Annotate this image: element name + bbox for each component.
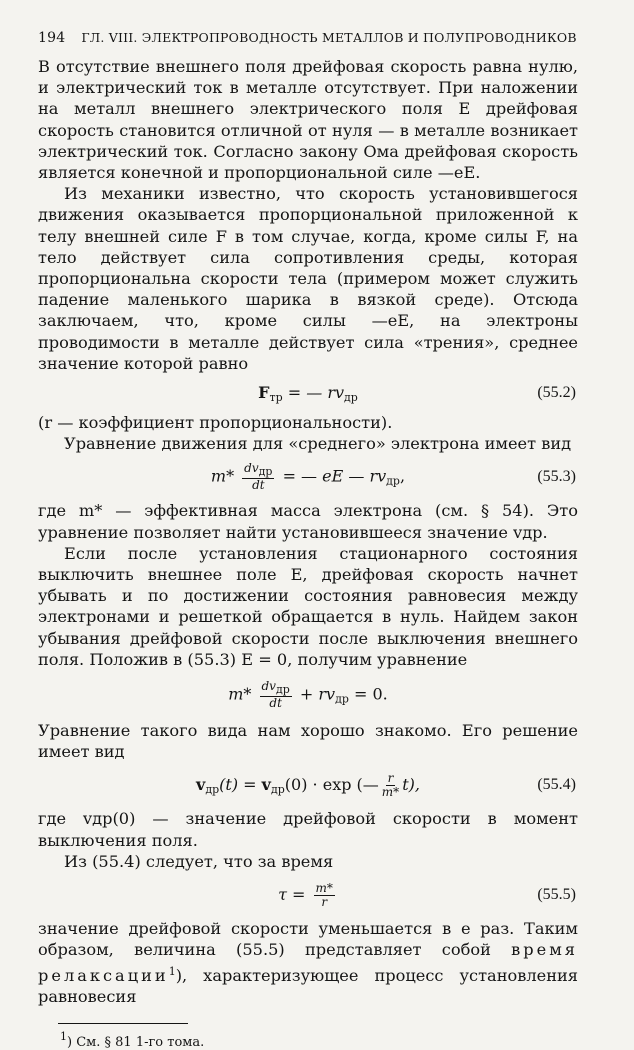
relaxation-time-term: время релаксации [38,940,579,985]
paragraph-5: где m* — эффективная масса электрона (см. § 54). Это уравнение позволяет найти установившееся значение vдр. [38,501,578,542]
page-number: 194 [38,30,66,46]
running-title: ГЛ. VIII. ЭЛЕКТРОПРОВОДНОСТЬ МЕТАЛЛОВ И ПОЛУПРОВОДНИКОВ [81,30,577,45]
footnote: $^1$) См. § 81 1-го тома. [60,1029,205,1050]
book-page [38,30,578,1050]
paragraph-9: Из (55.4) следует, что за время [64,851,334,871]
running-header [38,30,578,46]
equation-55-4: $v_{др}(t) = v_{др}(0) \cdot \exp$ (— $\frac{r}{m*}$ t), (55.4) [196,770,576,799]
equation-55-5: τ = $\frac{m*}{r}$ (55.5) [278,880,576,909]
equation-unnumbered: m* $\frac{\text{dvдр}}{dt}$ + $rv_{др} = 0$. [228,679,388,711]
paragraph-3: (r — коэффициент пропорциональности). [38,413,393,433]
equation-55-2: $F_{тр}$ = — $rv_{др}$ (55.2) [258,382,576,404]
paragraph-10: значение дрейфовой скорости уменьшается в e раз. Таким образом, величина (55.5) представляет собой время релаксации$^1$), характеризующее процесс установления равновесия [38,919,579,1006]
paragraph-8: где vдр(0) — значение дрейфовой скорости в момент выключения поля. [38,809,578,850]
equation-number: (55.4) [537,776,576,794]
equation-55-3: m* $\frac{\text{dvдр}}{dt}$ = — eE — $rv_{др}$, (55.3) [210,461,576,493]
equation-number: (55.2) [537,384,576,402]
paragraph-7: Уравнение такого вида нам хорошо знакомо. Его решение имеет вид [38,721,578,762]
paragraph-6: Если после установления стационарного состояния выключить внешнее поле E, дрейфовая скорость начнет убывать и по достижении состояния равновесия между электронами и решеткой обращается в нуль. Найдем закон убывания дрейфовой скорости после выключения внешнего поля. Положив в (55.3) E = 0, получим уравнение [38,543,578,669]
paragraph-1: В отсутствие внешнего поля дрейфовая скорость равна нулю, и электрический ток в металле отсутствует. При наложении на металл внешнего электрического поля E дрейфовая скорость становится отличной от нуля — в металле возникает электрический ток. Согласно закону Ома дрейфовая скорость является конечной и пропорциональной силе —eE. [38,57,578,183]
paragraph-2: Из механики известно, что скорость установившегося движения оказывается пропорциональной приложенной к телу внешней силе F в том случае, когда, кроме силы F, на тело действует сила сопротивления среды, которая пропорциональна скорости тела (примером может служить падение маленького шарика в вязкой среде). Отсюда заключаем, что, кроме силы —eE, на электроны проводимости в металле действует сила «трения», среднее значение которой равно [38,184,578,373]
equation-number: (55.5) [537,886,576,904]
equation-number: (55.3) [537,468,576,486]
footnote-divider [58,1023,188,1024]
paragraph-4: Уравнение движения для «среднего» электрона имеет вид [64,434,572,454]
